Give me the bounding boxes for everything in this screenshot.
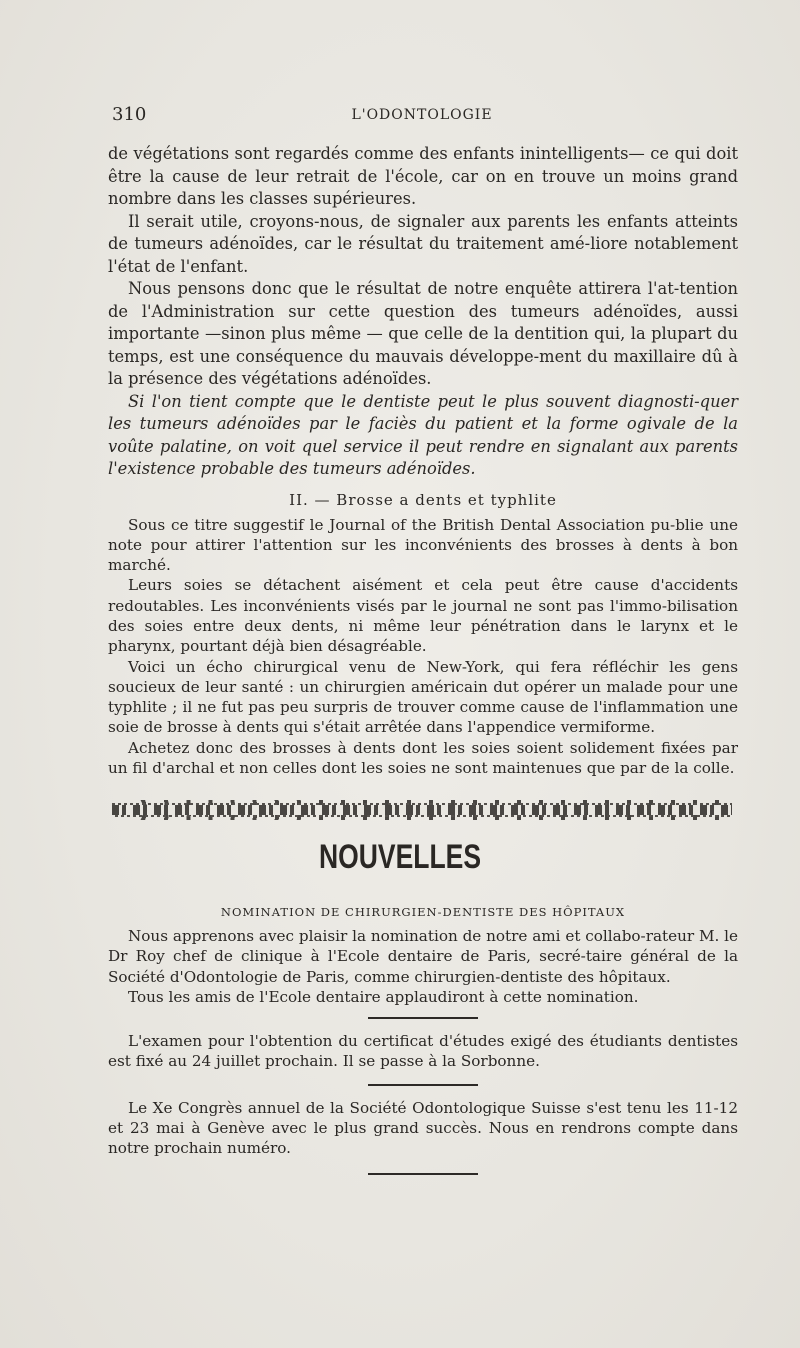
- ornamental-divider: [112, 800, 732, 820]
- paragraph-italic: Si l'on tient compte que le dentiste peut le plus souvent diagnosti-quer les tumeurs adénoïdes par le faciès du patient et la forme ogivale de la voûte palatine, on voit quel service il peut rendre en signalant aux parents l'existence probable des tumeurs adénoïdes.: [108, 391, 738, 478]
- paragraph: Voici un écho chirurgical venu de New-York, qui fera réfléchir les gens soucieux de leur santé : un chirurgien américain dut opérer un malade pour une typhlite ; il ne fut pas peu surpris de trouver comme cause de l'inflammation une soie de brosse à dents qui s'était arrêtée dans l'appendice vermiforme.: [108, 657, 738, 737]
- page-header: [112, 104, 732, 128]
- page-number: 310: [112, 104, 147, 125]
- separator-rule: [368, 1173, 478, 1175]
- ornament-band: [112, 805, 732, 815]
- running-title: L'ODONTOLOGIE: [351, 107, 493, 123]
- top-text: [108, 143, 738, 778]
- paragraph: Tous les amis de l'Ecole dentaire applaudiront à cette nomination.: [128, 987, 639, 1006]
- paragraph: Nous apprenons avec plaisir la nomination de notre ami et collabo-rateur M. le Dr Roy chef de clinique à l'Ecole dentaire de Paris, secré-taire général de la Société d'Odontologie de Paris, comme chirurgien-dentiste des hôpitaux.: [108, 927, 739, 986]
- section-heading: II. — Brosse a dents et typhlite: [289, 490, 557, 509]
- paragraph: Achetez donc des brosses à dents dont les soies soient solidement fixées par un fil d'archal et non celles dont les soies ne sont maintenues que par de la colle.: [108, 738, 738, 778]
- paragraph: Leurs soies se détachent aisément et cela peut être cause d'accidents redoutables. Les inconvénients visés par le journal ne sont pas l'immo-bilisation des soies entre deux dents, ni même leur pénétration dans le larynx et le pharynx, pourtant déjà bien désagréable.: [108, 576, 738, 656]
- subheading: NOMINATION DE CHIRURGIEN-DENTISTE DES HÔPITAUX: [220, 905, 626, 919]
- paragraph: Il serait utile, croyons-nous, de signaler aux parents les enfants atteints de tumeurs adénoïdes, car le résultat du traitement amé-liore notablement l'état de l'enfant.: [108, 211, 738, 276]
- paragraph: L'examen pour l'obtention du certificat d'études exigé des étudiants dentistes est fixé au 24 juillet prochain. Il se passe à la Sorbonne.: [108, 1032, 738, 1071]
- paragraph: Le Xe Congrès annuel de la Société Odontologique Suisse s'est tenu les 11-12 et 23 mai à Genève avec le plus grand succès. Nous en rendrons compte dans notre prochain numéro.: [108, 1098, 738, 1158]
- nouvelles-body: [108, 902, 738, 1175]
- paragraph: Nous pensons donc que le résultat de notre enquête attirera l'at-tention de l'Administration sur cette question des tumeurs adénoïdes, aussi importante —sinon plus même — que celle de la dentition qui, la plupart du temps, est une conséquence du mauvais développe-ment du maxillaire dû à la présence des végétations adénoïdes.: [108, 279, 738, 388]
- paragraph: de végétations sont regardés comme des enfants inintelligents— ce qui doit être la cause de leur retrait de l'école, car on en trouve un moins grand nombre dans les classes supérieures.: [108, 144, 738, 208]
- paragraph: Sous ce titre suggestif le Journal of the British Dental Association pu-blie une note pour attirer l'attention sur les inconvénients des brosses à dents à bon marché.: [108, 515, 738, 575]
- section-body: [108, 515, 738, 779]
- section-title: NOUVELLES: [318, 838, 482, 876]
